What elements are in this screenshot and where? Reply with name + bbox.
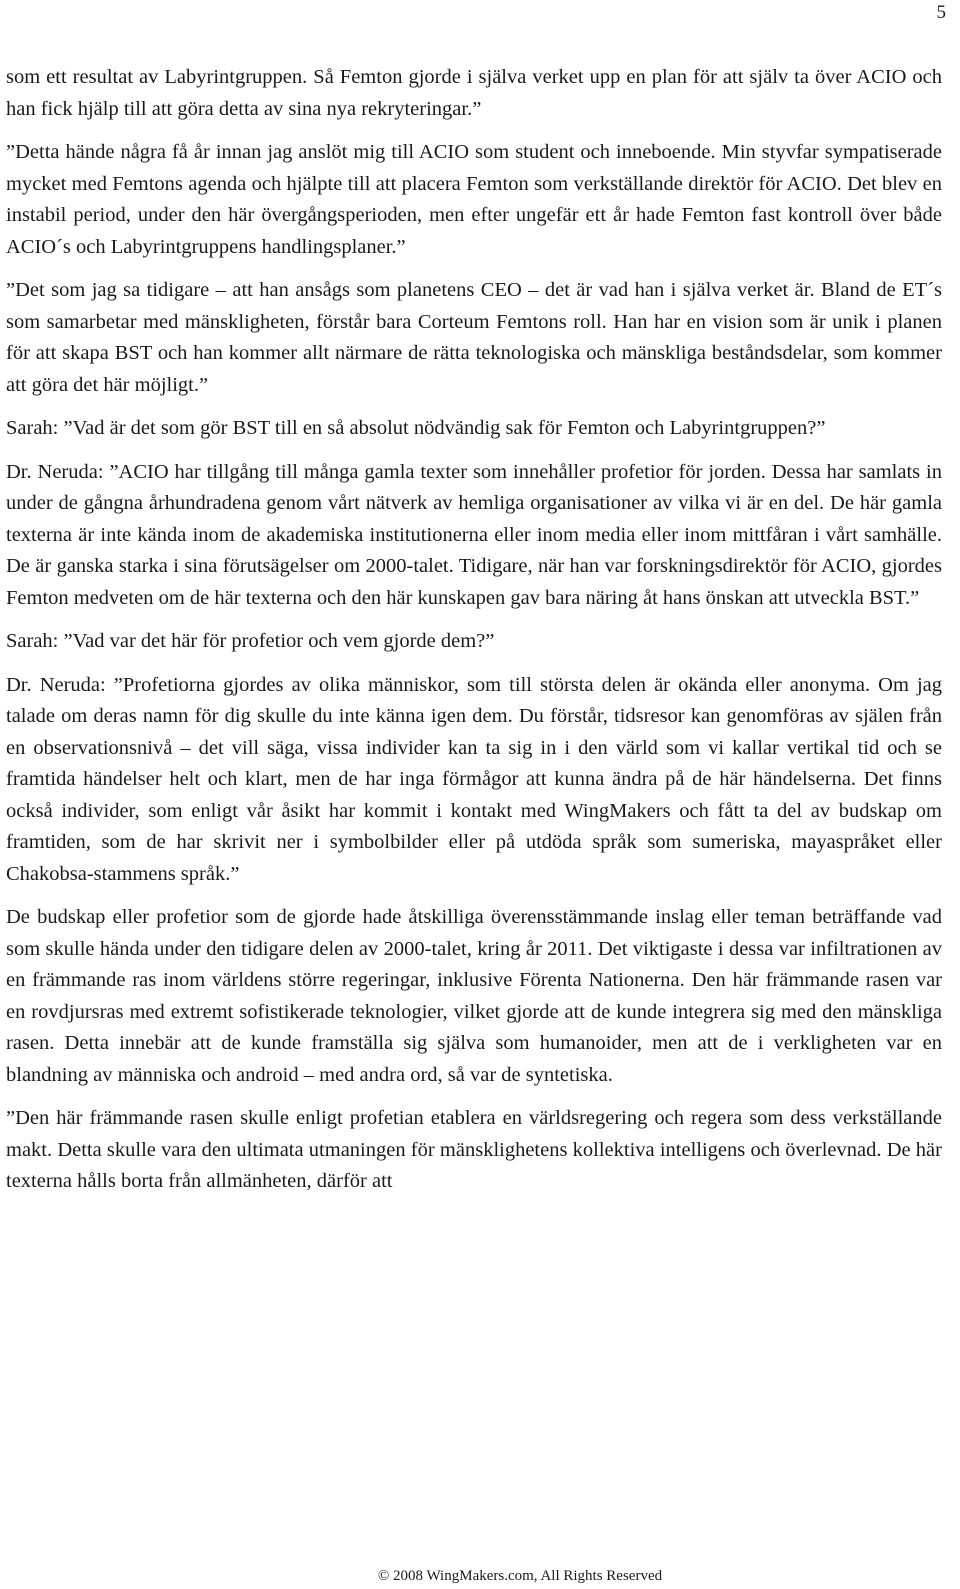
- page-footer: © 2008 WingMakers.com, All Rights Reserved: [377, 1568, 663, 1584]
- paragraph: Sarah: ”Vad var det här för profetior och vem gjorde dem?”: [6, 630, 495, 652]
- paragraph: ”Den här främmande rasen skulle enligt profetian etablera en världsregering och regera som dess verkställande makt. Detta skulle vara den ultimata utmaningen för mänsklighetens kollektiva intelligens och överlevnad. De här texterna hålls borta från allmänheten, därför att: [6, 1107, 942, 1192]
- paragraph: ”Detta hände några få år innan jag anslöt mig till ACIO som student och inneboende. Min styvfar sympatiserade mycket med Femtons agenda och hjälpte till att placera Femton som verkställande direktör för ACIO. Det blev en instabil period, under den här övergångsperioden, men efter ungefär ett år hade Femton fast kontroll över både ACIO´s och Labyrintgruppens handlingsplaner.”: [6, 141, 942, 258]
- paragraph: Sarah: ”Vad är det som gör BST till en så absolut nödvändig sak för Femton och Labyrintgruppen?”: [6, 417, 826, 439]
- page-number: 5: [936, 2, 946, 23]
- paragraph: som ett resultat av Labyrintgruppen. Så Femton gjorde i själva verket upp en plan för att själv ta över ACIO och han fick hjälp till att göra detta av sina nya rekryteringar.”: [6, 66, 942, 120]
- body-text: [6, 62, 942, 1210]
- paragraph: De budskap eller profetior som de gjorde hade åtskilliga överensstämmande inslag eller teman beträffande vad som skulle hända under den tidigare delen av 2000-talet, kring år 2011. Det viktigaste i dessa var infiltrationen av en främmande ras inom världens större regeringar, inklusive Förenta Nationerna. Den här främmande rasen var en rovdjursras med extremt sofistikerade teknologier, vilket gjorde att de kunde integrera sig med den mänskliga rasen. Detta innebär att de kunde framställa sig själva som humanoider, men att de i verkligheten var en blandning av människa och android – med andra ord, så var de syntetiska.: [6, 906, 942, 1086]
- paragraph: Dr. Neruda: ”Profetiorna gjordes av olika människor, som till största delen är okända eller anonyma. Om jag talade om deras namn för dig skulle du inte känna igen dem. Du förstår, tidsresor kan genomföras av själen från en observationsnivå – det vill säga, vissa individer kan ta sig in i den värld som vi kallar vertikal tid och se framtida händelser helt och klart, men de har inga förmågor att kunna ändra på de här händelserna. Det finns också individer, som enligt vår åsikt har kommit i kontakt med WingMakers och fått ta del av budskap om framtiden, som de har skrivit ner i symbolbilder eller på utdöda språk som sumeriska, mayaspråket eller Chakobsa-stammens språk.”: [6, 673, 942, 885]
- paragraph: Dr. Neruda: ”ACIO har tillgång till många gamla texter som innehåller profetior för jorden. Dessa har samlats in under de gångna århundradena genom vårt nätverk av hemliga organisationer av vilka vi är en del. De här gamla texterna är inte kända inom de akademiska institutionerna eller inom media eller inom mittfåran i vårt samhälle. De är ganska starka i sina förutsägelser om 2000-talet. Tidigare, när han var forskningsdirektör för ACIO, gjordes Femton medveten om de här texterna och den här kunskapen gav bara näring åt hans önskan att utveckla BST.”: [6, 460, 942, 609]
- paragraph: ”Det som jag sa tidigare – att han ansågs som planetens CEO – det är vad han i själva verket är. Bland de ET´s som samarbetar med mänskligheten, förstår bara Corteum Femtons roll. Han har en vision som är unik i planen för att skapa BST och han kommer allt närmare de rätta teknologiska och mänskliga beståndsdelar, som kommer att göra det här möjligt.”: [6, 279, 942, 396]
